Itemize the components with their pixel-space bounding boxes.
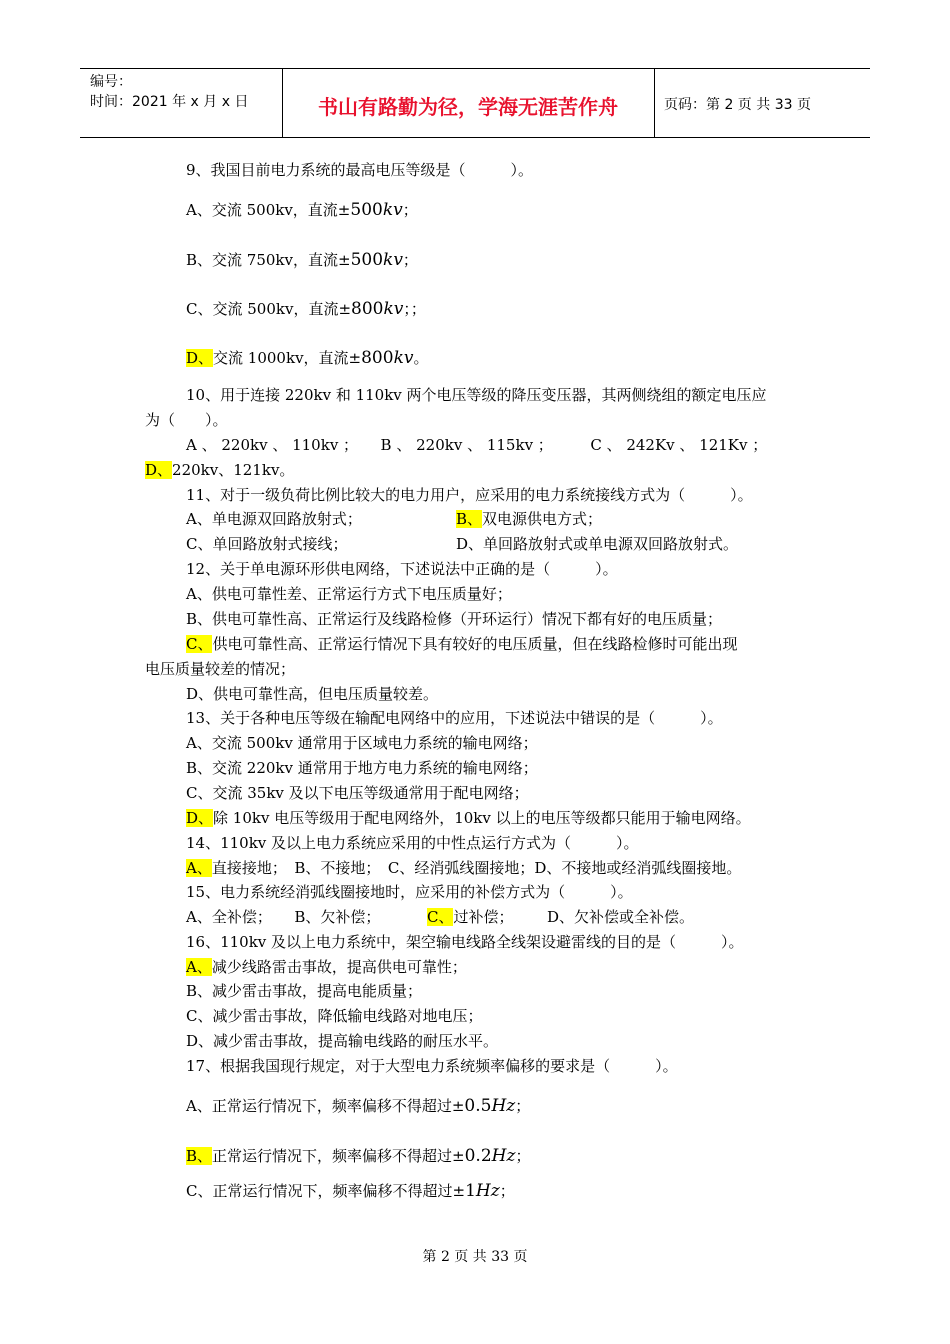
- header-motto: 书山有路勤为径，学海无涯苦作舟: [318, 95, 618, 119]
- q14-stem: 14、110kv 及以上电力系统应采用的中性点运行方式为（ ）。: [186, 834, 639, 852]
- option-end: ；；: [403, 300, 426, 318]
- answer-highlight: A、: [186, 958, 212, 976]
- q15-option-c: [427, 907, 514, 927]
- q16-option-d: D、减少雷击事故，提高输电线路的耐压水平。: [186, 1032, 499, 1050]
- q10-options: A 、 220kv 、 110kv ； B 、 220kv 、 115kv ； C 、 242Kv 、 121Kv ；: [186, 436, 768, 454]
- q13-option-c: C、交流 35kv 及以下电压等级通常用于配电网络；: [186, 784, 529, 802]
- option-unit: kv: [382, 200, 403, 220]
- q11-option-b: [456, 509, 602, 529]
- option-text: 减少线路雷击事故，提高供电可靠性；: [211, 958, 467, 976]
- q9-stem: 9、我国目前电力系统的最高电压等级是（ ）。: [186, 161, 534, 179]
- q12-option-d: D、供电可靠性高，但电压质量较差。: [186, 685, 439, 703]
- answer-highlight: C、: [186, 635, 213, 653]
- option-end: ；: [499, 1182, 515, 1200]
- answer-highlight: B、: [186, 1147, 213, 1165]
- q17-option-c: [186, 1181, 515, 1201]
- answer-highlight: D、: [145, 461, 173, 479]
- option-value: 0.2: [464, 1146, 492, 1166]
- option-text: 正常运行情况下，频率偏移不得超过±: [211, 1097, 465, 1115]
- option-text: 交流 750kv，直流±: [212, 251, 351, 269]
- q15-option-d: D、欠补偿或全补偿。: [547, 908, 695, 926]
- option-value: 800: [361, 348, 394, 368]
- document-header: [80, 68, 870, 138]
- option-unit: Hz: [491, 1146, 516, 1166]
- date-label: 时间：2021 年 x 月 x 日: [90, 94, 249, 110]
- option-unit: Hz: [491, 1096, 516, 1116]
- q11-stem: 11、对于一级负荷比例比较大的电力用户，应采用的电力系统接线方式为（ ）。: [186, 486, 753, 504]
- option-value: 1: [465, 1181, 476, 1201]
- q14-options: [186, 858, 741, 878]
- option-label: A、: [186, 201, 212, 219]
- option-text: 除 10kv 电压等级用于配电网络外，10kv 以上的电压等级都只能用于输电网络。: [213, 809, 751, 827]
- q16-option-b: B、减少雷击事故，提高电能质量；: [186, 982, 423, 1000]
- option-end: ；: [402, 201, 418, 219]
- q15-stem: 15、电力系统经消弧线圈接地时，应采用的补偿方式为（ ）。: [186, 883, 633, 901]
- q15-options-ab: A、全补偿； B、欠补偿；: [186, 908, 381, 926]
- q13-option-b: B、交流 220kv 通常用于地方电力系统的输电网络；: [186, 759, 538, 777]
- q12-option-b: B、供电可靠性高、正常运行及线路检修（开环运行）情况下都有好的电压质量；: [186, 610, 723, 628]
- answer-highlight: A、: [186, 859, 212, 877]
- q9-option-d: [186, 348, 428, 368]
- answer-highlight: D、: [186, 809, 214, 827]
- page-footer: 第 2 页 共 33 页: [422, 1249, 528, 1265]
- q12-option-a: A、供电可靠性差、正常运行方式下电压质量好；: [186, 585, 512, 603]
- option-text: 正常运行情况下，频率偏移不得超过±: [212, 1147, 465, 1165]
- q13-option-d: [186, 808, 751, 828]
- q16-stem: 16、110kv 及以上电力系统中，架空输电线路全线架设避雷线的目的是（ ）。: [186, 933, 744, 951]
- q17-option-b: [186, 1146, 530, 1166]
- q17-stem: 17、根据我国现行规定，对于大型电力系统频率偏移的要求是（ ）。: [186, 1057, 678, 1075]
- q11-option-c: C、单回路放射式接线；: [186, 535, 348, 553]
- option-unit: Hz: [475, 1181, 500, 1201]
- q13-option-a: A、交流 500kv 通常用于区域电力系统的输电网络；: [186, 734, 538, 752]
- q12-stem: 12、关于单电源环形供电网络，下述说法中正确的是（ ）。: [186, 560, 618, 578]
- q10-stem: 10、用于连接 220kv 和 110kv 两个电压等级的降压变压器，其两侧绕组的额定电压应: [186, 386, 767, 404]
- q9-option-a: [186, 200, 418, 220]
- option-label: C、: [186, 300, 213, 318]
- option-text: 交流 500kv，直流±: [211, 201, 351, 219]
- header-meta: [90, 72, 248, 112]
- option-value: 0.5: [464, 1096, 492, 1116]
- option-value: 500: [350, 200, 383, 220]
- q10-stem-cont: 为（ ）。: [145, 411, 228, 429]
- option-text: 双电源供电方式；: [482, 510, 603, 528]
- option-value: 500: [350, 250, 384, 270]
- option-text: 交流 1000kv，直流±: [213, 349, 362, 367]
- serial-label: 编号：: [90, 74, 132, 90]
- q11-option-d: D、单回路放射式或单电源双回路放射式。: [456, 535, 739, 553]
- q11-option-a: A、单电源双回路放射式；: [186, 510, 362, 528]
- q10-option-d: [145, 460, 294, 480]
- option-text: 正常运行情况下，频率偏移不得超过±: [212, 1182, 466, 1200]
- q9-option-c: [186, 299, 426, 319]
- option-label: C、: [186, 1182, 213, 1200]
- header-divider: [654, 69, 655, 137]
- answer-highlight: D、: [186, 349, 214, 367]
- option-end: ；: [515, 1097, 531, 1115]
- option-label: A、: [186, 1097, 212, 1115]
- q16-option-c: C、减少雷击事故，降低输电线路对地电压；: [186, 1007, 483, 1025]
- q16-option-a: [186, 957, 467, 977]
- q12-option-c-cont: 电压质量较差的情况；: [145, 660, 296, 678]
- option-text: 直接接地； B、不接地； C、经消弧线圈接地；D、不接地或经消弧线圈接地。: [211, 859, 742, 877]
- option-unit: kv: [393, 348, 414, 368]
- q9-option-b: [186, 250, 418, 270]
- q12-option-c: [186, 634, 738, 654]
- option-end: ；: [515, 1147, 531, 1165]
- answer-highlight: C、: [427, 908, 454, 926]
- q13-stem: 13、关于各种电压等级在输配电网络中的应用，下述说法中错误的是（ ）。: [186, 709, 723, 727]
- option-label: B、: [186, 251, 213, 269]
- option-unit: kv: [383, 250, 403, 270]
- option-text: 交流 500kv，直流±: [212, 300, 352, 318]
- option-end: 。: [413, 349, 429, 367]
- option-value: 800: [351, 299, 384, 319]
- q17-option-a: [186, 1096, 530, 1116]
- answer-highlight: B、: [456, 510, 483, 528]
- option-unit: kv: [383, 299, 404, 319]
- option-end: ；: [402, 251, 418, 269]
- header-page-info: 页码：第 2 页 共 33 页: [664, 97, 811, 113]
- option-text: 供电可靠性高、正常运行情况下具有较好的电压质量，但在线路检修时可能出现: [212, 635, 738, 653]
- option-text: 220kv、121kv。: [172, 461, 295, 479]
- option-text: 过补偿；: [453, 908, 514, 926]
